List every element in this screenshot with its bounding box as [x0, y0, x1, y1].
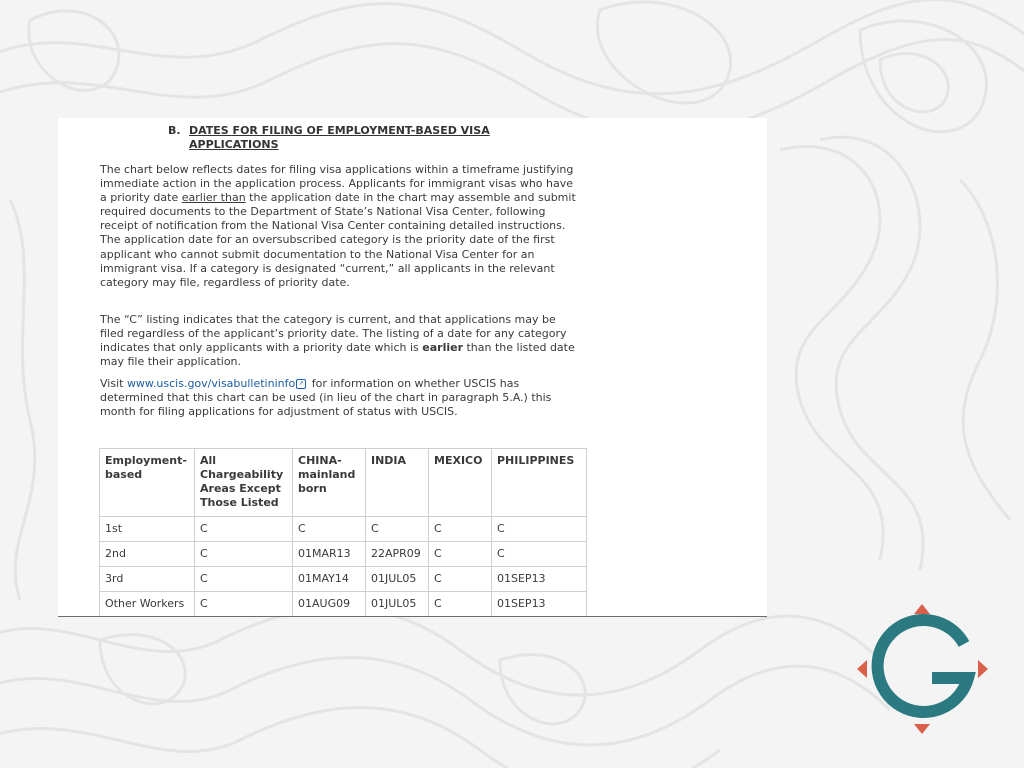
- table-cell: Other Workers: [100, 592, 195, 617]
- table-row: [100, 592, 587, 617]
- visa-bulletin-excerpt: [58, 118, 767, 616]
- table-cell: C: [195, 542, 293, 567]
- paragraph-c-listing: [100, 313, 580, 369]
- table-row: [100, 542, 587, 567]
- table-cell: C: [429, 567, 492, 592]
- header-mexico: MEXICO: [429, 449, 492, 517]
- paragraph1-text: The chart below reflects dates for filing visa applications within a timeframe justifying immediate action in the application process. Applicants for immigrant visas who have a priority date: [100, 163, 574, 205]
- paragraph-uscis-visit: [100, 377, 580, 419]
- logo-g-shape: [878, 620, 968, 712]
- table-cell: 22APR09: [366, 542, 429, 567]
- header-india: INDIA: [366, 449, 429, 517]
- table-cell: 01MAY14: [293, 567, 366, 592]
- table-cell: C: [366, 517, 429, 542]
- table-cell: C: [293, 517, 366, 542]
- table-cell: 01JUL05: [366, 592, 429, 617]
- table-cell: 2nd: [100, 542, 195, 567]
- header-philippines: PHILIPPINES: [492, 449, 587, 517]
- paragraph-dates-for-filing: [100, 163, 580, 290]
- logo-arrow-left-icon: [857, 660, 867, 678]
- header-all-chargeability: All Chargeability Areas Except Those Listed: [195, 449, 293, 517]
- logo-arrow-bottom-icon: [914, 724, 930, 734]
- section-letter: B.: [168, 124, 181, 137]
- logo-arrow-top-icon: [914, 604, 930, 614]
- section-title: DATES FOR FILING OF EMPLOYMENT-BASED VISA APPLICATIONS: [189, 124, 490, 151]
- paragraph2-bold: earlier: [422, 341, 463, 355]
- table-cell: 3rd: [100, 567, 195, 592]
- table-cell: C: [492, 542, 587, 567]
- table-row: [100, 567, 587, 592]
- table-cell: C: [429, 592, 492, 617]
- dates-for-filing-table: [99, 448, 587, 616]
- company-logo: [852, 600, 992, 740]
- table-cell: C: [429, 517, 492, 542]
- paragraph2-text: The “C” listing indicates that the category is current, and that applications may be filed regardless of the applicant’s priority date. The listing of a date for any category indicates that only applicants with a priority date which is: [100, 313, 567, 355]
- table-cell: 01JUL05: [366, 567, 429, 592]
- table-cell: 01SEP13: [492, 592, 587, 617]
- table-cell: C: [195, 592, 293, 617]
- header-china: CHINA-mainland born: [293, 449, 366, 517]
- paragraph1-underlined: earlier than: [181, 191, 246, 205]
- table-cell: C: [195, 567, 293, 592]
- table-cell: 01AUG09: [293, 592, 366, 617]
- paragraph3-text: Visit: [100, 377, 127, 390]
- table-cell: 01SEP13: [492, 567, 587, 592]
- paragraph1-text-end: the application date in the chart may assemble and submit required documents to the Department of State’s National Visa Center, following receipt of notification from the National Visa Center containing detailed instructions. The application date for an oversubscribed category is the priority date of the first applicant who cannot submit documentation to the National Visa Center for an immigrant visa. If a category is designated “current,” all applicants in the relevant category may file, regardless of priority date.: [100, 191, 576, 289]
- paragraph3-text-end: for information on whether USCIS has determined that this chart can be used (in lieu of the chart in paragraph 5.A.) this month for filing applications for adjustment of status with USCIS.: [100, 377, 552, 419]
- table-row: [100, 517, 587, 542]
- logo-arrow-right-icon: [978, 660, 988, 678]
- document-bottom-rule: [58, 616, 767, 617]
- table-cell: C: [429, 542, 492, 567]
- table-cell: 01MAR13: [293, 542, 366, 567]
- external-link-icon: ↗: [296, 379, 306, 389]
- uscis-link[interactable]: www.uscis.gov/visabulletininfo: [126, 377, 296, 390]
- paragraph2-text-end: than the listed date may file their application.: [100, 341, 575, 369]
- table-cell: 1st: [100, 517, 195, 542]
- table-cell: C: [195, 517, 293, 542]
- header-employment-based: Employment-based: [100, 449, 195, 517]
- table-header-row: [100, 449, 587, 517]
- table-cell: C: [492, 517, 587, 542]
